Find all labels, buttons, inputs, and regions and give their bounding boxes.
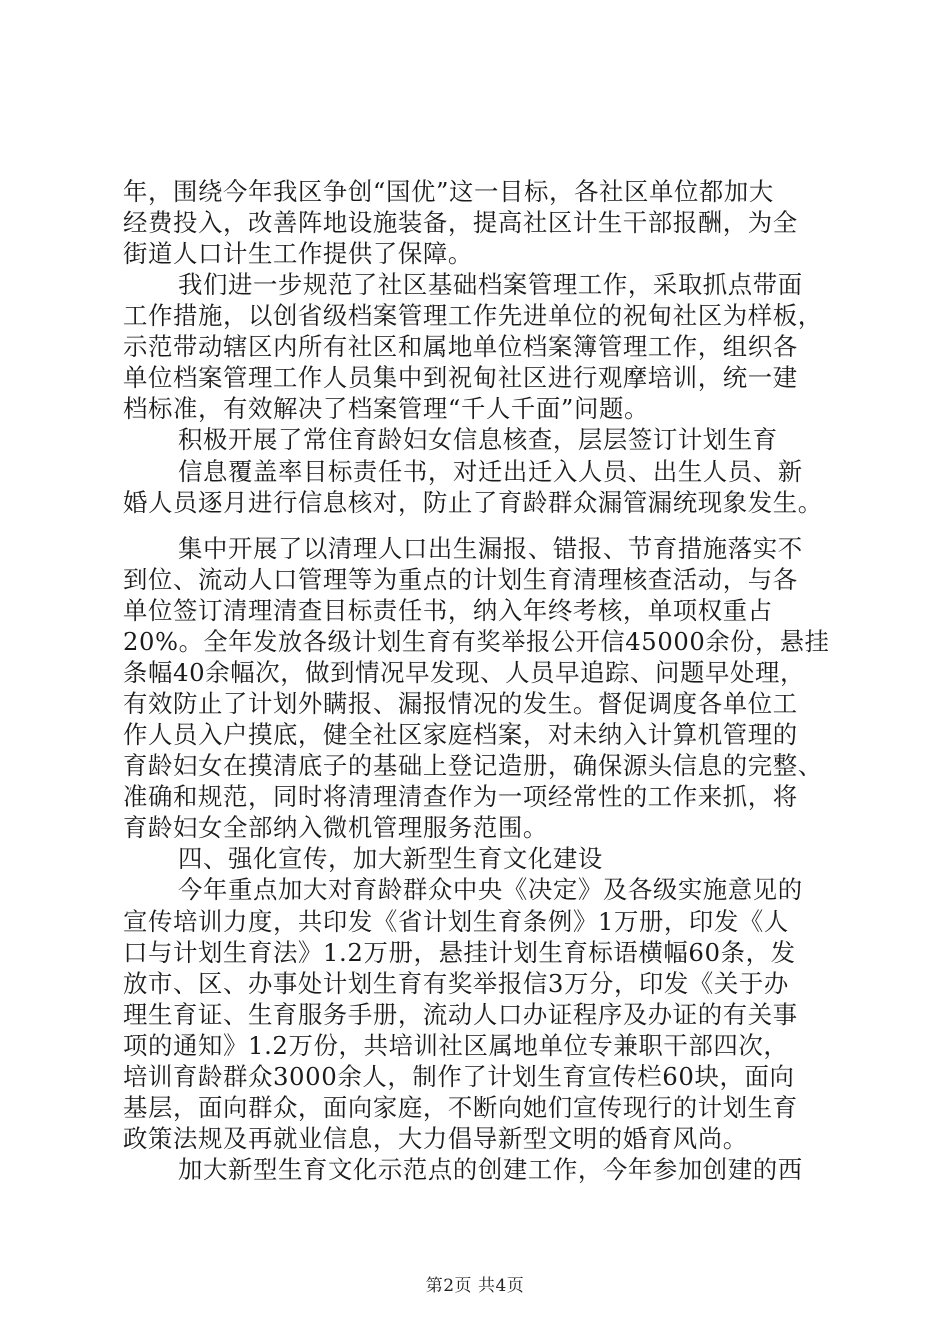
text-line: 集中开展了以清理人口出生漏报、错报、节育措施落实不: [178, 534, 803, 563]
text-line: 街道人口计生工作提供了保障。: [123, 239, 473, 268]
text-line: 我们进一步规范了社区基础档案管理工作，采取抓点带面: [178, 270, 803, 299]
text-line: 加大新型生育文化示范点的创建工作，今年参加创建的西: [178, 1155, 803, 1184]
text-line: 准确和规范，同时将清理清查作为一项经常性的工作来抓，将: [123, 782, 798, 811]
text-line: 信息覆盖率目标责任书，对迁出迁入人员、出生人员、新: [178, 457, 803, 486]
text-line: 条幅40余幅次，做到情况早发现、人员早追踪、问题早处理，: [123, 658, 805, 687]
text-line: 育龄妇女全部纳入微机管理服务范围。: [123, 813, 548, 842]
text-line: 项的通知》1.2万份，共培训社区属地单位专兼职干部四次，: [123, 1031, 789, 1060]
text-line: 今年重点加大对育龄群众中央《决定》及各级实施意见的: [178, 875, 803, 904]
text-line: 基层，面向群众，面向家庭，不断向她们宣传现行的计划生育: [123, 1093, 798, 1122]
text-line: 理生育证、生育服务手册，流动人口办证程序及办证的有关事: [123, 1000, 798, 1029]
text-line: 年，围绕今年我区争创“国优”这一目标，各社区单位都加大: [123, 177, 774, 206]
text-line: 档标准，有效解决了档案管理“千人千面”问题。: [123, 394, 649, 423]
text-line: 作人员入户摸底，健全社区家庭档案，对未纳入计算机管理的: [123, 720, 798, 749]
text-line: 婚人员逐月进行信息核对，防止了育龄群众漏管漏统现象发生。: [123, 488, 823, 517]
text-line: 积极开展了常住育龄妇女信息核查，层层签订计划生育: [178, 425, 778, 454]
text-line: 有效防止了计划外瞒报、漏报情况的发生。督促调度各单位工: [123, 689, 798, 718]
text-line: 口与计划生育法》1.2万册，悬挂计划生育标语横幅60条，发: [123, 938, 796, 967]
text-line: 工作措施，以创省级档案管理工作先进单位的祝甸社区为样板，: [123, 301, 823, 330]
text-line: 经费投入，改善阵地设施装备，提高社区计生干部报酬，为全: [123, 208, 798, 237]
text-line: 育龄妇女在摸清底子的基础上登记造册，确保源头信息的完整、: [123, 751, 823, 780]
text-line: 放市、区、办事处计划生育有奖举报信3万分，印发《关于办: [123, 969, 789, 998]
text-line: 示范带动辖区内所有社区和属地单位档案簿管理工作，组织各: [123, 332, 798, 361]
text-line: 单位档案管理工作人员集中到祝甸社区进行观摩培训，统一建: [123, 363, 798, 392]
text-line: 培训育龄群众3000余人，制作了计划生育宣传栏60块，面向: [123, 1062, 795, 1091]
section-heading: 四、强化宣传，加大新型生育文化建设: [178, 844, 603, 873]
text-line: 单位签订清理清查目标责任书，纳入年终考核，单项权重占: [123, 596, 773, 625]
text-line: 政策法规及再就业信息，大力倡导新型文明的婚育风尚。: [123, 1124, 748, 1153]
text-line: 到位、流动人口管理等为重点的计划生育清理核查活动，与各: [123, 565, 798, 594]
page-number-footer: 第2页 共4页: [425, 1276, 525, 1296]
text-line: 宣传培训力度，共印发《省计划生育条例》1万册，印发《人: [123, 907, 789, 936]
text-line: 20%。全年发放各级计划生育有奖举报公开信45000余份，悬挂: [123, 627, 830, 656]
